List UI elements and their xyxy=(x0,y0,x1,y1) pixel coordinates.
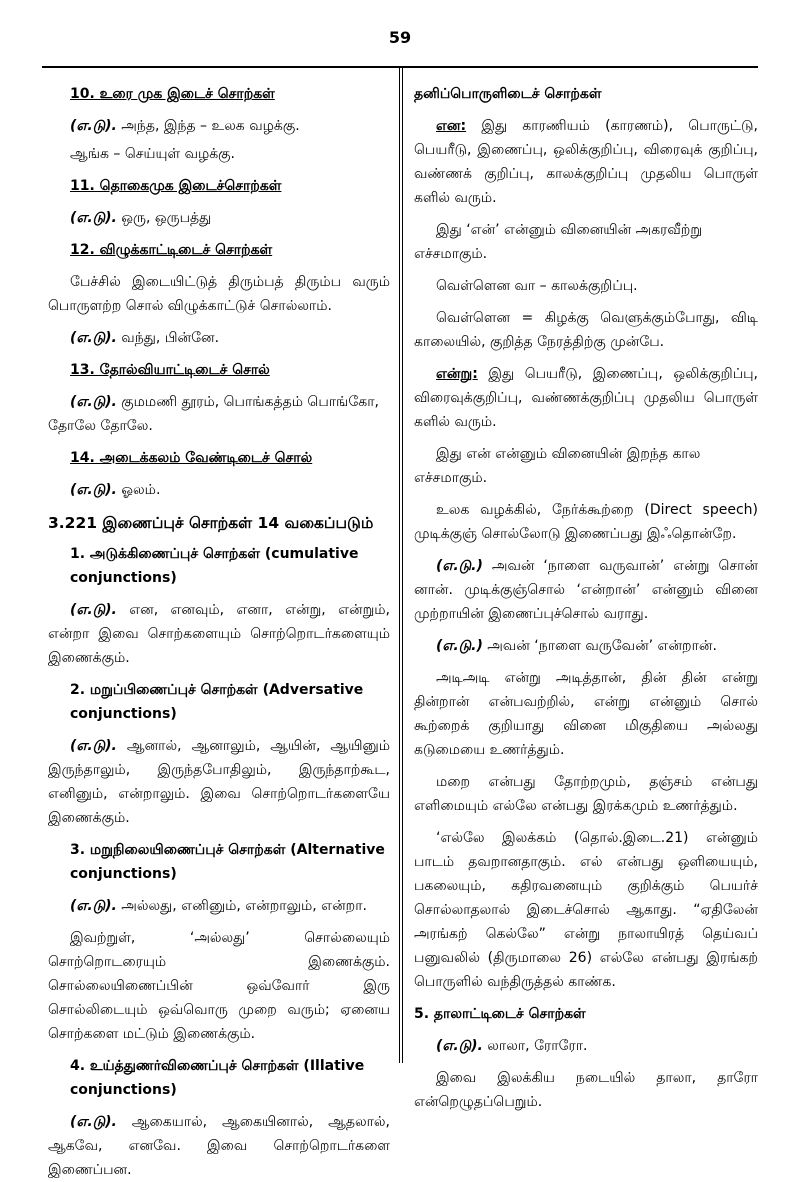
paragraph-ena-4: வெள்ளென = கிழக்கு வெளுக்கும்போது, விடி காலையில், குறித்த நேரத்திற்கு முன்பே. xyxy=(414,310,758,350)
left-column xyxy=(48,82,390,1178)
heading-particular: தனிப்பொருளிடைச் சொற்கள் xyxy=(414,86,602,102)
example-label: (எ.டு). xyxy=(70,210,117,226)
paragraph-12: பேச்சில் இடையிட்டுத் திரும்பத் திரும்ப வரும் பொருளற்ற சொல் விழுக்காட்டுச் சொல்லாம். xyxy=(48,274,390,314)
paragraph-elle: ‘எல்லே இலக்கம் (தொல்.இடை.21) என்னும் பாடம் தவறானதாகும். எல் என்பது ஒளியையும், பகலையும், கதிரவனையும் குறிக்கும் பெயர்ச் சொல்லாதலால் இடைச்சொல் ஆகாது. “ஏதிலேன் அரங்கற் கெல்லே” என்று நாலாயிரத் தெய்வப் பனுவலில் (திருமாலை 26) எல்லே என்பது இரங்கற் பொருளில் வந்திருத்தல் காண்க. xyxy=(414,830,758,990)
example-13 xyxy=(48,390,390,438)
term-label: என்று: xyxy=(436,366,478,382)
right-column xyxy=(414,82,758,1110)
example-text: அவன் ‘நாளை வருவேன்’ என்றான். xyxy=(482,638,717,654)
example-enru-2 xyxy=(414,634,758,658)
term-text: இது காரணியம் (காரணம்), பொருட்டு, பெயரீடு, இணைப்பு, ஒலிக்குறிப்பு, விரைவுக் குறிப்பு, வண்ணக் குறிப்பு, காலக்குறிப்பு முதலிய பொருள் களில் வரும். xyxy=(414,118,758,206)
example-text: அவன் ‘நாளை வருவான்’ என்று சொன் னான். முடிக்குஞ்சொல் ‘என்றான்’ என்னும் வினை முற்றாயின் இணைப்புச்சொல் வராது. xyxy=(414,558,758,622)
example-label: (எ.டு.) xyxy=(436,638,483,654)
paragraph-s5: இவை இலக்கிய நடையில் தாலா, தாரோ என்றெழுதப்பெறும். xyxy=(414,1070,758,1110)
paragraph-marai: மறை என்பது தோற்றமும், தஞ்சம் என்பது எளிமையும் எல்லே என்பது இரக்கமும் உணர்த்தும். xyxy=(414,774,758,814)
example-s3 xyxy=(48,894,390,918)
example-s2 xyxy=(48,734,390,830)
example-text: குமமணி தூரம், பொங்கத்தம் பொங்கோ, தோலே தோலே. xyxy=(48,394,379,434)
example-text: ஓலம். xyxy=(116,482,161,498)
paragraph-ena-3: வெள்ளென வா – காலக்குறிப்பு. xyxy=(436,278,638,294)
example-12 xyxy=(48,326,390,350)
example-label: (எ.டு). xyxy=(70,482,117,498)
example-label: (எ.டு). xyxy=(70,602,117,618)
heading-14: 14. அடைக்கலம் வேண்டிடைச் சொல் xyxy=(70,450,313,466)
heading-s3: 3. மறுநிலையிணைப்புச் சொற்கள் (Alternative conjunctions) xyxy=(70,842,385,882)
example-label: (எ.டு). xyxy=(70,898,117,914)
example-enru-1 xyxy=(414,554,758,626)
term-text: இது பெயரீடு, இணைப்பு, ஒலிக்குறிப்பு, விரைவுக்குறிப்பு, வண்ணக்குறிப்பு முதலிய பொருள் களில் வரும். xyxy=(414,366,758,430)
example-text: ஆகையால், ஆகையினால், ஆதலால், ஆகவே, எனவே. இவை சொற்றொடர்களை இணைப்பன. xyxy=(48,1114,390,1178)
heading-s5: 5. தாலாட்டிடைச் சொற்கள் xyxy=(414,1006,586,1022)
paragraph-ena-2: இது ‘என்’ என்னும் வினையின் அகரவீற்று எச்சமாகும். xyxy=(414,222,703,262)
example-text: ஆனால், ஆனாலும், ஆயின், ஆயினும் இருந்தாலும், இருந்தபோதிலும், இருந்தாற்கூட, எனினும், என்றாலும். இவை சொற்றொடர்களையே இணைக்கும். xyxy=(48,738,390,826)
example-label: (எ.டு.) xyxy=(436,558,483,574)
heading-11: 11. தொகைமுக இடைச்சொற்கள் xyxy=(70,178,282,194)
paragraph-10-line2: ஆங்க – செய்யுள் வழக்கு. xyxy=(70,146,235,162)
heading-s4: 4. உய்த்துணர்விணைப்புச் சொற்கள் (Illative conjunctions) xyxy=(70,1058,365,1098)
example-label: (எ.டு). xyxy=(70,330,117,346)
column-divider xyxy=(399,68,400,1063)
example-10 xyxy=(48,114,390,138)
example-text: என, எனவும், எனா, என்று, என்றும், என்றா இவை சொற்களையும் சொற்றொடர்களையும் இணைக்கும். xyxy=(48,602,390,666)
example-label: (எ.டு). xyxy=(70,394,117,410)
example-text: அல்லது, எனினும், என்றாலும், என்றா. xyxy=(116,898,367,914)
term-label: என: xyxy=(436,118,467,134)
paragraph-enru xyxy=(414,362,758,434)
example-s4 xyxy=(48,1110,390,1182)
heading-13: 13. தோல்வியாட்டிடைச் சொல் xyxy=(70,362,270,378)
paragraph-enru-3: உலக வழக்கில், நேர்க்கூற்றை (Direct speech) முடிக்குஞ் சொல்லோடு இணைப்பது இஃதொன்றே. xyxy=(414,502,758,542)
example-text: ஒரு, ஒருபத்து xyxy=(116,210,212,226)
heading-s1: 1. அடுக்கிணைப்புச் சொற்கள் (cumulative conjunctions) xyxy=(70,546,359,586)
top-rule xyxy=(42,66,758,68)
column-divider-inner xyxy=(402,68,403,1063)
paragraph-enru-2: இது என் என்னும் வினையின் இறந்த கால எச்சமாகும். xyxy=(414,446,701,486)
example-text: அந்த, இந்த – உலக வழக்கு. xyxy=(116,118,300,134)
example-label: (எ.டு). xyxy=(436,1038,483,1054)
example-text: லாலா, ரோரோ. xyxy=(482,1038,588,1054)
paragraph-s3: இவற்றுள், ‘அல்லது’ சொல்லையும் சொற்றொடரையும் இணைக்கும். சொல்லையிணைப்பின் ஒவ்வோர் இரு சொல்லிடையும் ஒவ்வொரு முறை வரும்; ஏனைய சொற்களை மட்டும் இணைக்கும். xyxy=(48,930,390,1042)
example-s1 xyxy=(48,598,390,670)
example-14 xyxy=(48,478,390,502)
example-label: (எ.டு). xyxy=(70,738,117,754)
heading-s2: 2. மறுப்பிணைப்புச் சொற்கள் (Adversative conjunctions) xyxy=(70,682,364,722)
page-number: 59 xyxy=(388,28,412,47)
example-text: வந்து, பின்னே. xyxy=(116,330,220,346)
paragraph-adi: அடிஅடி என்று அடித்தான், தின் தின் என்று தின்றான் என்பவற்றில், என்று என்னும் சொல் கூற்றைக் குறியாது வினை மிகுதியை அல்லது கடுமையை உணர்த்தும். xyxy=(414,670,758,758)
example-11 xyxy=(48,206,390,230)
example-label: (எ.டு). xyxy=(70,118,117,134)
paragraph-ena xyxy=(414,114,758,210)
section-heading: 3.221 இணைப்புச் சொற்கள் 14 வகைப்படும் xyxy=(48,514,374,532)
example-s5 xyxy=(414,1034,758,1058)
example-label: (எ.டு). xyxy=(70,1114,117,1130)
heading-12: 12. விழுக்காட்டிடைச் சொற்கள் xyxy=(70,242,273,258)
heading-10: 10. உரை முக இடைச் சொற்கள் xyxy=(70,86,275,102)
